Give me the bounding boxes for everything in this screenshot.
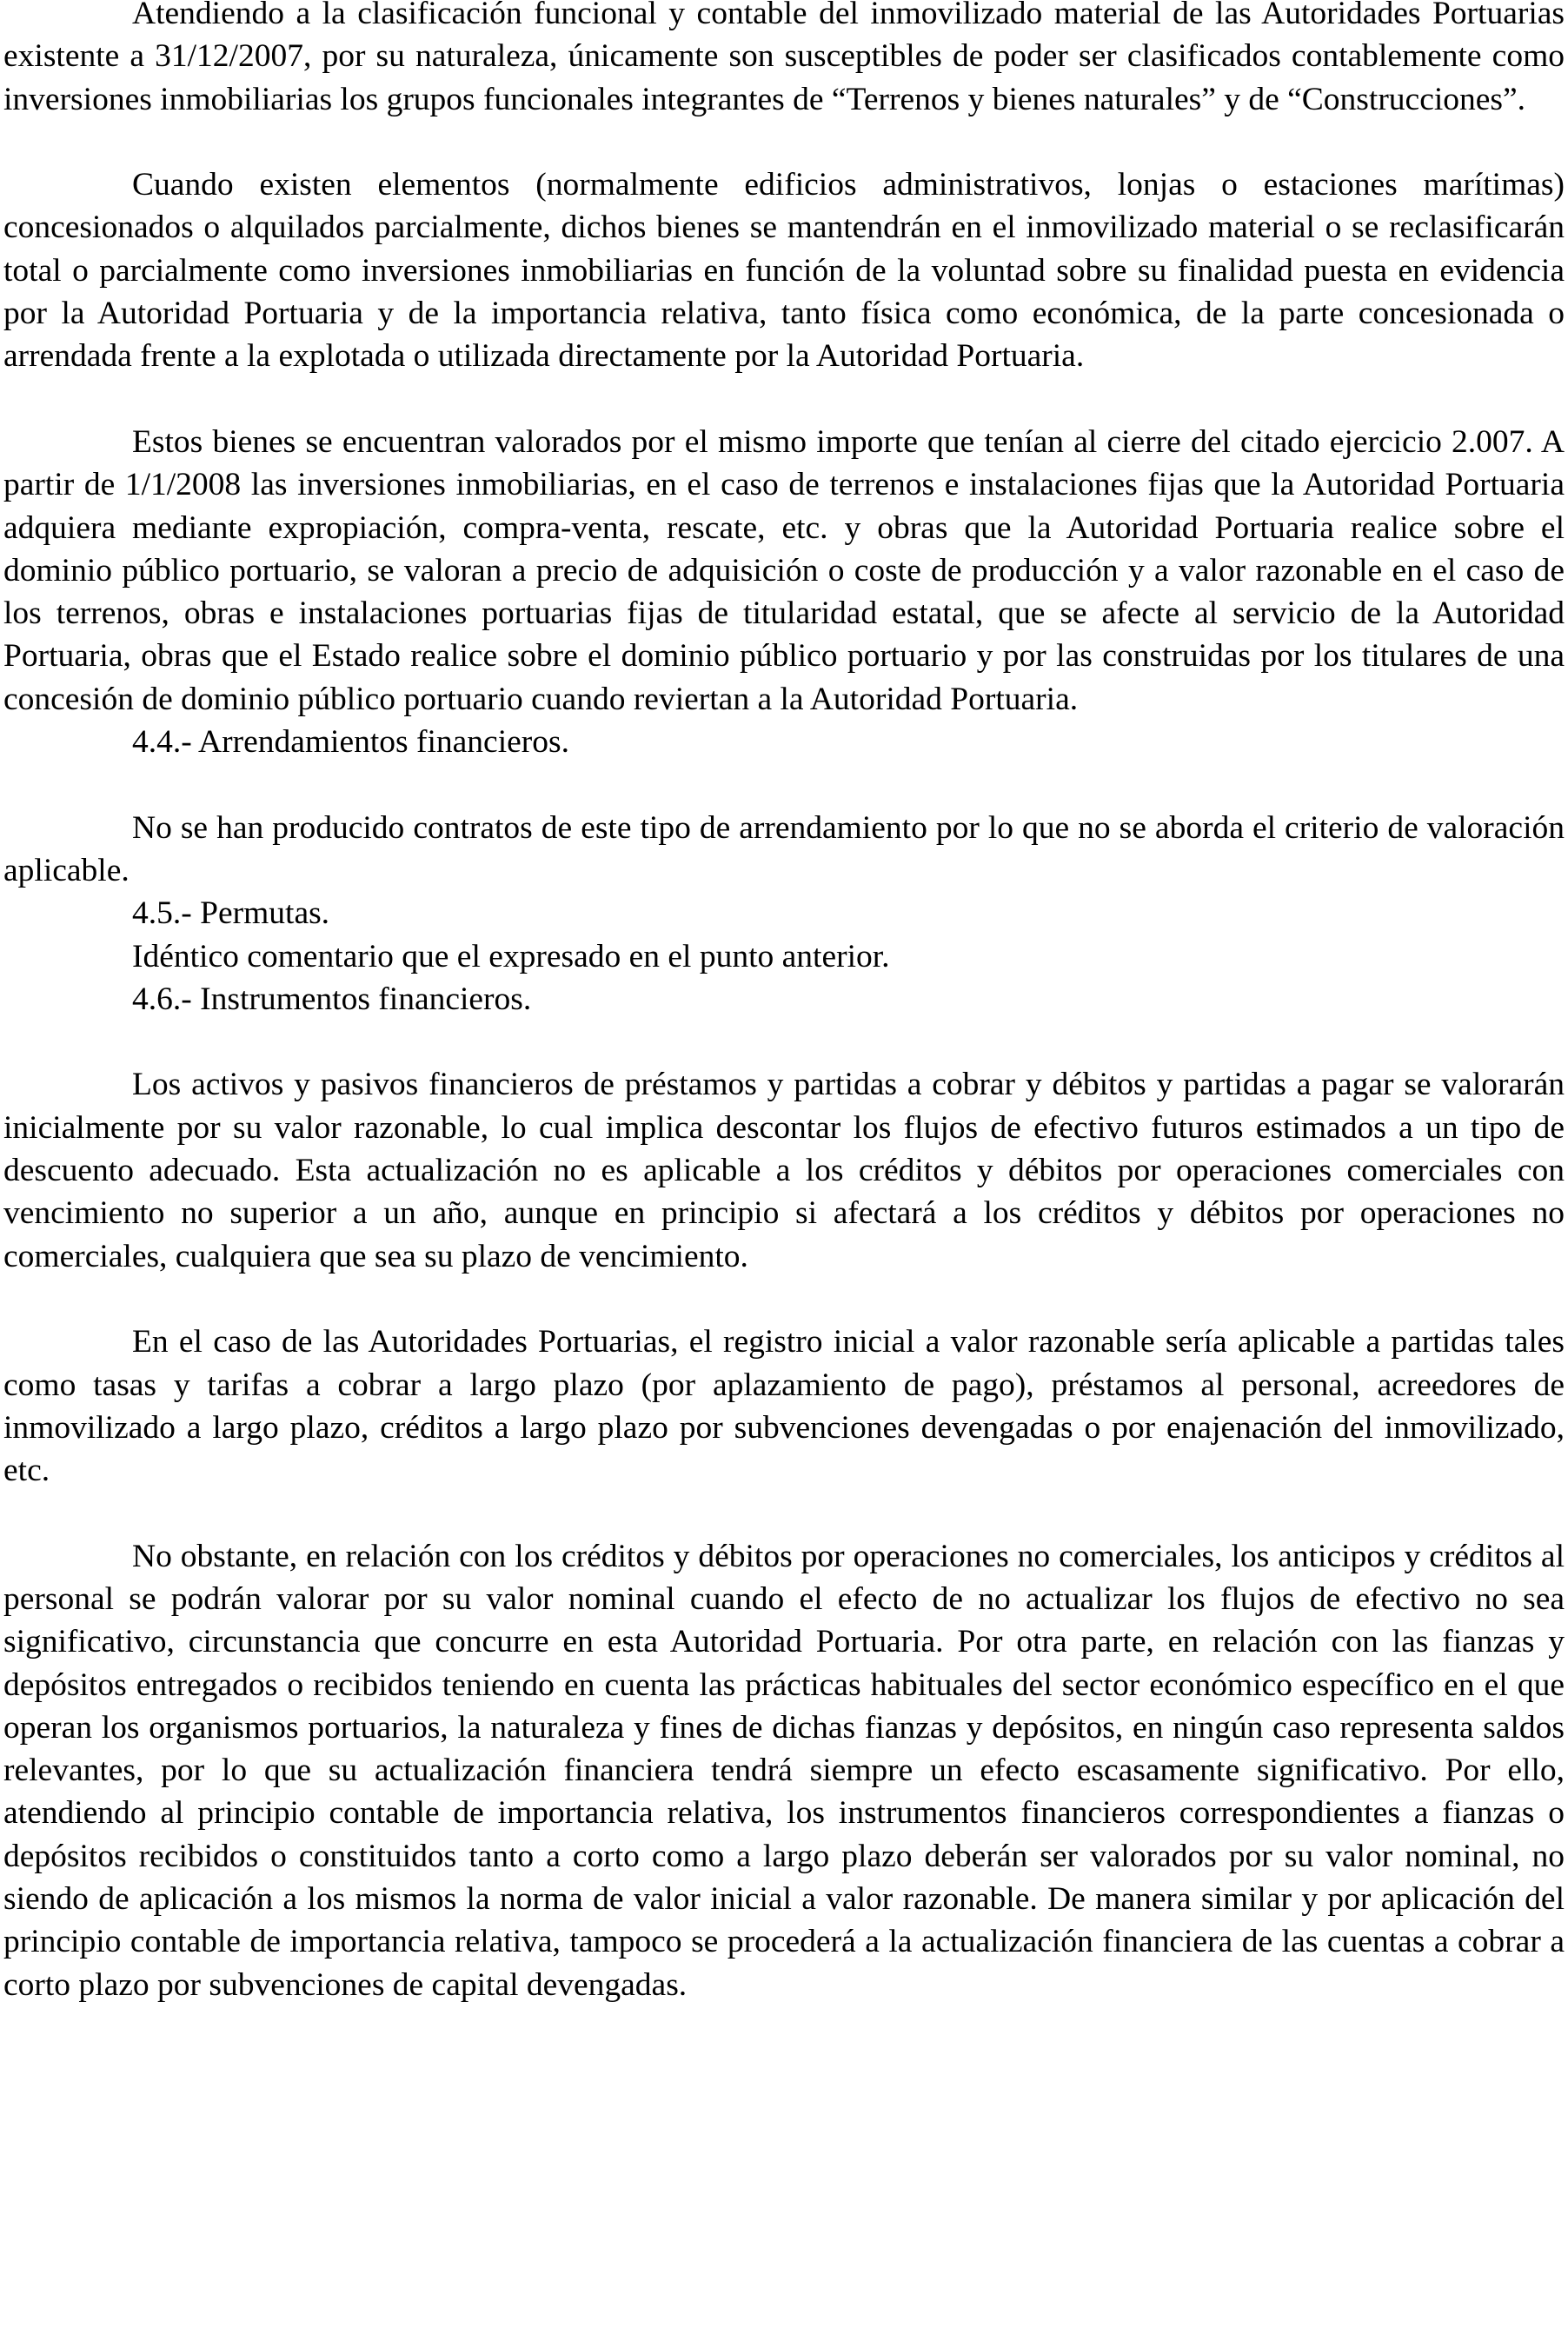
- section-heading-permutas: 4.5.- Permutas.: [132, 895, 330, 932]
- paragraph-clasificacion-funcional: Atendiendo a la clasificación funcional y contable del inmovilizado material de las Autoridades Portuarias existente a 31/12/2007, por su naturaleza, únicamente son susceptibles de poder ser clasificados contablemente como inversiones inmobiliarias los grupos funcionales integrantes de “Terrenos y bienes naturales” y de “Construcciones”.: [3, 0, 1565, 117]
- paragraph-valoracion-bienes: Estos bienes se encuentran valorados por el mismo importe que tenían al cierre del citado ejercicio 2.007. A partir de 1/1/2008 las inversiones inmobiliarias, en el caso de terrenos e instalaciones fijas que la Autoridad Portuaria adquiera mediante expropiación, compra-venta, rescate, etc. y obras que la Autoridad Portuaria realice sobre el dominio público portuario, se valoran a precio de adquisición o coste de producción y a valor razonable en el caso de los terrenos, obras e instalaciones portuarias fijas de titularidad estatal, que se afecte al servicio de la Autoridad Portuaria, obras que el Estado realice sobre el dominio público portuario y por las construidas por los titulares de una concesión de dominio público portuario cuando reviertan a la Autoridad Portuaria.: [3, 423, 1565, 717]
- section-heading-arrendamientos: 4.4.- Arrendamientos financieros.: [132, 724, 569, 761]
- paragraph-elementos-concesionados: Cuando existen elementos (normalmente edificios administrativos, lonjas o estaciones marítimas) concesionados o alquilados parcialmente, dichos bienes se mantendrán en el inmovilizado material o se reclasificarán total o parcialmente como inversiones inmobiliarias en función de la voluntad sobre su finalidad puesta en evidencia por la Autoridad Portuaria y de la importancia relativa, tanto física como económica, de la parte concesionada o arrendada frente a la explotada o utilizada directamente por la Autoridad Portuaria.: [3, 167, 1565, 375]
- paragraph-autoridades-portuarias: En el caso de las Autoridades Portuarias, el registro inicial a valor razonable sería aplicable a partidas tales como tasas y tarifas a cobrar a largo plazo (por aplazamiento de pago), préstamos al personal, acreedores de inmovilizado a largo plazo, créditos a largo plazo por subvenciones devengadas o por enajenación del inmovilizado, etc.: [3, 1324, 1565, 1489]
- section-heading-instrumentos: 4.6.- Instrumentos financieros.: [132, 981, 532, 1017]
- paragraph-activos-pasivos: Los activos y pasivos financieros de préstamos y partidas a cobrar y débitos y partidas a pagar se valorarán inicialmente por su valor razonable, lo cual implica descontar los flujos de efectivo futuros estimados a un tipo de descuento adecuado. Esta actualización no es aplicable a los créditos y débitos por operaciones comerciales con vencimiento no superior a un año, aunque en principio si afectará a los créditos y débitos por operaciones no comerciales, cualquiera que sea su plazo de vencimiento.: [3, 1067, 1565, 1274]
- paragraph-arrendamientos: No se han producido contratos de este tipo de arrendamiento por lo que no se aborda el criterio de valoración aplicable.: [3, 809, 1565, 888]
- paragraph-permutas: Idéntico comentario que el expresado en el punto anterior.: [132, 938, 890, 974]
- paragraph-no-obstante: No obstante, en relación con los créditos y débitos por operaciones no comerciales, los anticipos y créditos al personal se podrán valorar por su valor nominal cuando el efecto de no actualizar los flujos de efectivo no sea significativo, circunstancia que concurre en esta Autoridad Portuaria. Por otra parte, en relación con las fianzas y depósitos entregados o recibidos teniendo en cuenta las prácticas habituales del sector económico específico en el que operan los organismos portuarios, la naturaleza y fines de dichas fianzas y depósitos, en ningún caso representa saldos relevantes, por lo que su actualización financiera tendrá siempre un efecto escasamente significativo. Por ello, atendiendo al principio contable de importancia relativa, los instrumentos financieros correspondientes a fianzas o depósitos recibidos o constituidos tanto a corto como a largo plazo deberán ser valorados por su valor nominal, no siendo de aplicación a los mismos la norma de valor inicial a valor razonable. De manera similar y por aplicación del principio contable de importancia relativa, tampoco se procederá a la actualización financiera de las cuentas a cobrar a corto plazo por subvenciones de capital devengadas.: [3, 1538, 1565, 2003]
